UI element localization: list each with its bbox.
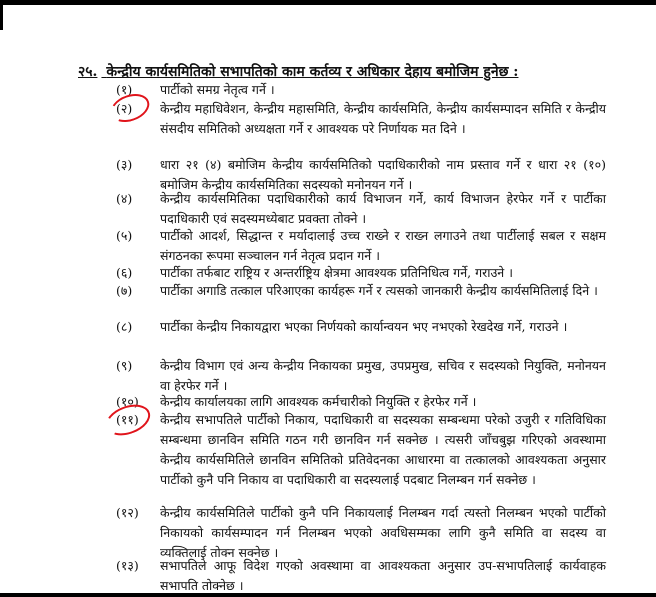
item-number: (५)	[116, 228, 133, 243]
section-title: केन्द्रीय कार्यसमितिको सभापतिको काम कर्तव्य र अधिकार देहाय बमोजिम हुनेछ :	[106, 64, 519, 80]
item-number: (१३)	[116, 558, 139, 573]
item-text: पार्टीका अगाडि तत्काल परिआएका कार्यहरू गर्ने र त्यसको जानकारी केन्द्रीय कार्यसमितिलाई दिने ।	[160, 283, 598, 298]
item-number: (२)	[116, 101, 133, 116]
item-text: सभापतिले आफू विदेश गएको अवस्थामा वा आवश्यकता अनुसार उप-सभापतिलाई कार्यवाहक सभापति तोक्नेछ ।	[160, 558, 606, 593]
item-text: केन्द्रीय कार्यालयका लागि आवश्यक कर्मचारीको नियुक्ति र हेरफेर गर्ने ।	[160, 394, 477, 409]
section-number: २५.	[78, 64, 98, 80]
top-border-line	[0, 0, 656, 5]
item-text: पार्टीका तर्फबाट राष्ट्रिय र अन्तर्राष्ट्रिय क्षेत्रमा आवश्यक प्रतिनिधित्व गर्ने, गराउने ।	[160, 265, 513, 280]
item-text: धारा २१ (४) बमोजिम केन्द्रीय कार्यसमितिको पदाधिकारीको नाम प्रस्ताव गर्ने र धारा २१ (१०) बमोजिम केन्द्रीय कार्यसमितिका सदस्यको मनोनयन गर्ने ।	[160, 157, 606, 192]
bottom-border-line	[0, 593, 656, 597]
item-number: (४)	[116, 191, 133, 206]
item-number: (८)	[116, 319, 133, 334]
item-number: (९)	[116, 358, 133, 373]
item-text: केन्द्रीय महाधिवेशन, केन्द्रीय महासमिति, केन्द्रीय कार्यसमिति, केन्द्रीय कार्यसम्पादन समिति र केन्द्रीय संसदीय समितिको अध्यक्षता गर्ने र आवश्यक परे निर्णायक मत दिने ।	[160, 101, 606, 136]
item-text: केन्द्रीय कार्यसमितिका पदाधिकारीको कार्य विभाजन गर्ने, कार्य विभाजन हेरफेर गर्ने र पार्टीका पदाधिकारी एवं सदस्यमध्येबाट प्रवक्ता तोक्ने ।	[160, 191, 606, 226]
item-text: केन्द्रीय कार्यसमितिले पार्टीको कुनै पनि निकायलाई निलम्बन गर्दा त्यस्तो निलम्बन भएको पार्टीको निकायको कार्यसम्पादन गर्न निलम्बन भएको अवधिसम्मका लागि कुनै समिति वा सदस्य वा व्यक्तिलाई तोक्न सक्नेछ ।	[160, 505, 606, 560]
item-text: पार्टीको आदर्श, सिद्धान्त र मर्यादालाई उच्च राख्ने र राख्न लगाउने तथा पार्टीलाई सबल र सक्षम संगठनका रूपमा सञ्चालन गर्न नेतृत्व प्रदान गर्ने ।	[160, 228, 606, 263]
item-number: (१२)	[116, 505, 139, 520]
item-number: (६)	[116, 265, 133, 280]
item-number: (१०)	[116, 394, 139, 409]
left-border-line	[0, 0, 3, 30]
item-number: (११)	[116, 412, 139, 427]
item-text: पार्टीका केन्द्रीय निकायद्वारा भएका निर्णयको कार्यान्वयन भए नभएको रेखदेख गर्ने, गराउने ।	[160, 319, 568, 334]
item-text: केन्द्रीय सभापतिले पार्टीको निकाय, पदाधिकारी वा सदस्यका सम्बन्धमा परेको उजुरी र गतिविधिका सम्बन्धमा छानविन समिति गठन गरी छानविन गर्न सक्नेछ । त्यसरी जाँचबुझ गरिएको अवस्थामा केन्द्रीय कार्यसमितिले छानविन समितिको प्रतिवेदनका आधारमा वा तत्कालको आवश्यकता अनुसार पार्टीको कुनै पनि निकाय वा पदाधिकारी वा सदस्यलाई पदबाट निलम्बन गर्न सक्नेछ ।	[160, 412, 606, 487]
item-number: (१)	[116, 82, 133, 97]
item-text: पार्टीको समग्र नेतृत्व गर्ने ।	[160, 82, 275, 97]
section-heading	[78, 62, 638, 81]
item-number: (७)	[116, 283, 133, 298]
item-text: केन्द्रीय विभाग एवं अन्य केन्द्रीय निकायका प्रमुख, उपप्रमुख, सचिव र सदस्यको नियुक्ति, मनोनयन वा हेरफेर गर्ने ।	[160, 358, 606, 393]
item-number: (३)	[116, 157, 133, 172]
